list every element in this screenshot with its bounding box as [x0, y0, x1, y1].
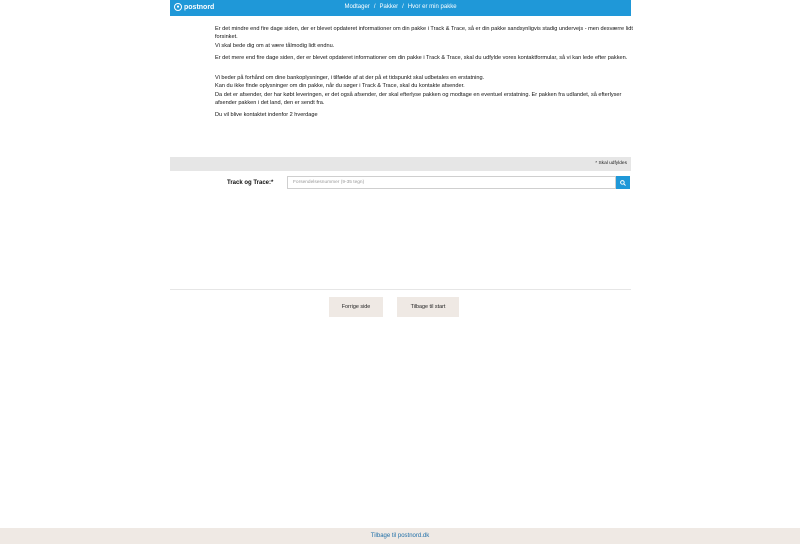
breadcrumb-item-pakker[interactable]: Pakker: [379, 4, 399, 10]
paragraph-delayed: [215, 25, 635, 50]
text-line: Er det mindre end fire dage siden, der er blevet opdateret informationer om din pakke i Track & Trace, så er din pakke sandsynligvis stadig undervejs - men desværre lidt forsinket.: [215, 26, 633, 41]
breadcrumb-separator: /: [402, 4, 404, 10]
search-icon: [620, 180, 626, 186]
track-trace-placeholder: Forsendelsesnummer (9-35 tegn): [293, 180, 365, 185]
breadcrumb: [170, 4, 631, 10]
logo-text: postnord: [184, 3, 215, 11]
paragraph-contact-time: [215, 111, 635, 119]
info-text-block: [215, 25, 635, 120]
text-line: Vi beder på forhånd om dine bankoplysninger, i tilfælde af at der på et tidspunkt skal udbetales en erstatning.: [215, 75, 485, 82]
postnord-logo-icon: ●: [174, 3, 182, 11]
text-line: Du vil blive kontaktet indenfor 2 hverdage: [215, 112, 318, 119]
breadcrumb-item-modtager[interactable]: Modtager: [344, 4, 370, 10]
track-trace-label: Track og Trace:*: [227, 180, 274, 186]
text-line: Kan du ikke finde oplysninger om din pakke, når du søger i Track & Trace, skal du kontakte afsender.: [215, 83, 465, 90]
form-header-bar: [170, 157, 631, 171]
divider: [170, 289, 631, 290]
back-to-postnord-link[interactable]: Tilbage til postnord.dk: [370, 533, 430, 539]
footer-bar: [0, 528, 800, 544]
top-navigation-bar: [170, 0, 631, 16]
back-to-start-button[interactable]: Tilbage til start: [397, 297, 459, 317]
previous-page-button[interactable]: Forrige side: [329, 297, 383, 317]
text-line: Vi skal bede dig om at være tålmodig lidt endnu.: [215, 42, 335, 49]
paragraph-contact-form: [215, 54, 635, 62]
search-button[interactable]: [616, 176, 630, 189]
text-line: Er det mere end fire dage siden, der er blevet opdateret informationer om din pakke i Track & Trace, skal du udfylde vores kontaktformular, så vi kan lede efter pakken.: [215, 54, 628, 61]
text-line: Da det er afsender, der har købt leveringen, er det også afsender, der skal efterlyse pakken og modtage en eventuel erstatning. Er pakken fra udlandet, så efterlyser afsender pakken i det land, den er sendt fra.: [215, 91, 622, 107]
breadcrumb-separator: /: [373, 4, 376, 10]
required-note: * Skal udfyldes: [595, 161, 627, 166]
breadcrumb-item-hvor-er-min-pakke[interactable]: Hvor er min pakke: [407, 4, 457, 10]
paragraph-bank-info: [215, 74, 635, 107]
track-trace-input[interactable]: [287, 176, 616, 189]
